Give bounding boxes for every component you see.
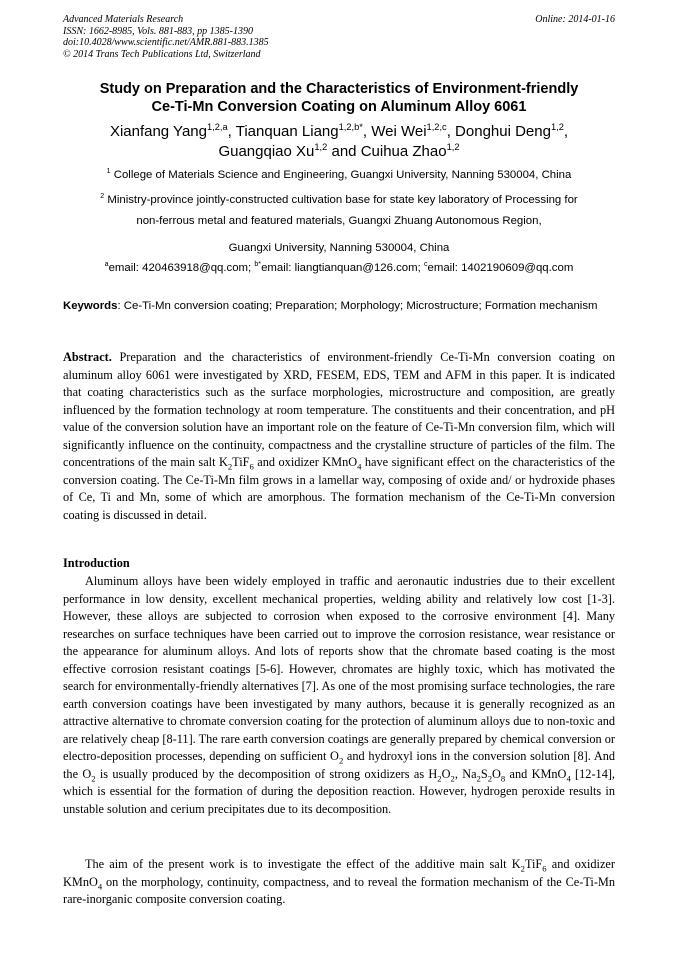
issn-line: ISSN: 1662-8985, Vols. 881-883, pp 1385-1390 bbox=[63, 25, 253, 37]
online-date: Online: 2014-01-16 bbox=[535, 14, 615, 25]
subscript: 4 bbox=[357, 461, 362, 472]
introduction-heading: Introduction bbox=[63, 556, 130, 570]
intro-text: O bbox=[492, 766, 501, 781]
email-sup: c bbox=[423, 261, 428, 269]
intro-paragraph-2 bbox=[63, 856, 615, 909]
paper-title bbox=[60, 80, 618, 116]
author-name: Tianquan Liang bbox=[235, 123, 339, 140]
abstract bbox=[63, 349, 615, 524]
affiliation-2 bbox=[60, 190, 618, 259]
subscript: 2 bbox=[91, 772, 96, 783]
intro-text: Aluminum alloys have been widely employed in traffic and aeronautic industries due to their excellent performance in low density, excellent mechanical properties, welding ability and relatively low cost [1-3]. However, these alloys are subjected to corrosion when exposed to the corrosive environment [4]. Many researches on surface techniques have been carried out to improve the corrosion resistance, wear resistance or the appearance for aluminum alloys. And lots of reports show that the chromate based coating is the most effective corrosion resistant coatings [5-6]. However, chromates are highly toxic, which has motivated the search for environmentally-friendly alternatives [7]. As one of the most promising surface technologies, the rare earth conversion coatings have been investigated by many authors, because it is generally recognized as an attractive alternative to chromate conversion coating for the protection of aluminum alloys due to non-toxic and are relatively cheap [8-11]. The rare earth conversion coatings are generally prepared by chemical conversion or electro-deposition processes, depending on sufficient O bbox=[63, 574, 615, 763]
subscript: 6 bbox=[542, 863, 547, 874]
subscript: 2 bbox=[487, 772, 493, 783]
author-name: Guangqiao Xu bbox=[218, 143, 315, 160]
author-and: and bbox=[331, 143, 357, 160]
intro-text: TiF bbox=[524, 857, 543, 871]
affiliation-number: 2 bbox=[100, 193, 105, 201]
affiliation-text: Guangxi University, Nanning 530004, China bbox=[228, 242, 450, 254]
email-a: email: 420463918@qq.com; bbox=[108, 262, 252, 274]
intro-text: and hydroxyl ions in the conversion solution [8]. And the O bbox=[63, 749, 615, 781]
email-b: email: liangtianquan@126.com; bbox=[261, 262, 421, 274]
subscript: 2 bbox=[520, 863, 525, 874]
keywords-label: Keywords bbox=[63, 300, 118, 312]
subscript: 8 bbox=[500, 772, 506, 783]
author-affil-sup: 1,2,b* bbox=[338, 122, 363, 132]
email-sup: a bbox=[104, 261, 109, 269]
author-affil-sup: 1,2,a bbox=[206, 122, 228, 132]
email-c: email: 1402190609@qq.com bbox=[427, 262, 574, 274]
keywords bbox=[63, 297, 615, 315]
subscript: 2 bbox=[476, 772, 481, 783]
journal-header bbox=[63, 14, 615, 60]
title-line-1: Study on Preparation and the Characteristics of Environment-friendly bbox=[99, 81, 579, 97]
title-line-2: Ce-Ti-Mn Conversion Coating on Aluminum Alloy 6061 bbox=[151, 99, 527, 115]
affiliation-number: 1 bbox=[106, 168, 111, 176]
doi-line: doi:10.4028/www.scientific.net/AMR.881-883.1385 bbox=[63, 37, 269, 48]
affiliation-text: College of Materials Science and Engineering, Guangxi University, Nanning 530004, China bbox=[113, 169, 572, 181]
subscript: 4 bbox=[97, 880, 103, 891]
email-line bbox=[60, 258, 618, 279]
email-sup: b* bbox=[254, 261, 262, 269]
author-affil-sup: 1,2 bbox=[550, 122, 564, 132]
affiliation-text: non-ferrous metal and featured materials, Guangxi Zhuang Autonomous Region, bbox=[136, 215, 542, 227]
subscript: 2 bbox=[437, 772, 442, 783]
intro-text: [12-14], which is essential for the formation of during the deposition reaction. However, hydrogen peroxide results in unstable solution and cerium precipitates due to its decomposition. bbox=[63, 766, 616, 816]
intro-text: The aim of the present work is to investigate the effect of the additive main salt K bbox=[85, 857, 521, 871]
author-list: Xianfang Yang$^{1,2,a}$, Tianquan Liang$^{1,2,b*}$, Wei Wei$^{1,2,c}$, Donghui Deng$^{1,2}$, Guangqiao Xu$^{1,2}$ and Cuihua Zhao$^{1,2}$ bbox=[109, 122, 569, 160]
author-name: Cuihua Zhao bbox=[360, 143, 447, 160]
intro-text: and oxidizer KMnO bbox=[63, 857, 615, 889]
intro-text: , Na bbox=[454, 766, 477, 781]
affiliation-1 bbox=[60, 165, 618, 186]
abstract-text: TiF bbox=[232, 455, 250, 469]
author-affil-sup: 1,2,c bbox=[426, 122, 447, 132]
intro-text: O bbox=[441, 766, 451, 781]
author-name: Wei Wei bbox=[371, 123, 427, 140]
subscript: 2 bbox=[450, 772, 455, 783]
abstract-label: Abstract. bbox=[63, 350, 112, 364]
keywords-text: : Ce-Ti-Mn conversion coating; Preparation; Morphology; Microstructure; Formation mechanism bbox=[117, 300, 598, 312]
intro-text: is usually produced by the decomposition of strong oxidizers as H bbox=[95, 766, 438, 781]
intro-text: on the morphology, continuity, compactness, and to reveal the formation mechanism of the Ce-Ti-Mn rare-inorganic composite conversion coating. bbox=[63, 874, 615, 906]
affiliation-text: Ministry-province jointly-constructed cultivation base for state key laboratory of Processing for bbox=[107, 194, 578, 206]
author-affil-sup: 1,2 bbox=[314, 142, 328, 152]
journal-name: Advanced Materials Research bbox=[63, 14, 184, 25]
author-name: Donghui Deng bbox=[455, 123, 551, 140]
intro-paragraph-1 bbox=[63, 573, 615, 818]
author-affil-sup: 1,2 bbox=[446, 142, 460, 152]
author-name: Xianfang Yang bbox=[109, 123, 207, 140]
subscript: 2 bbox=[227, 461, 233, 472]
intro-text: and KMnO bbox=[505, 766, 567, 781]
copyright-line: © 2014 Trans Tech Publications Ltd, Switzerland bbox=[63, 48, 261, 60]
abstract-text: Preparation and the characteristics of environment-friendly Ce-Ti-Mn conversion coating on aluminum alloy 6061 were investigated by XRD, FESEM, EDS, TEM and AFM in this paper. It is indicated that coating characteristics such as the surface morphologies, microstructure and composition, are greatly influenced by the formation technology at room temperature. The constituents and their concentration, and pH value of the conversion solution have an important role on the feature of Ce-Ti-Mn conversion film, which will significantly influence on the continuity, compactness and the crystalline structure of particles of the film. The concentrations of the main salt K bbox=[63, 350, 615, 469]
intro-text: S bbox=[480, 766, 488, 781]
subscript: 6 bbox=[249, 461, 254, 472]
subscript: 4 bbox=[566, 772, 571, 783]
abstract-text: and oxidizer KMnO bbox=[253, 455, 358, 469]
abstract-text: have significant effect on the characteristics of the conversion coating. The Ce-Ti-Mn film grows in a lamellar way, composing of oxide and/ or hydroxide phases of Ce, Ti and Mn, some of which are amorphous. The formation mechanism of the Ce-Ti-Mn conversion coating is discussed in detail. bbox=[63, 455, 615, 522]
subscript: 2 bbox=[338, 755, 344, 766]
